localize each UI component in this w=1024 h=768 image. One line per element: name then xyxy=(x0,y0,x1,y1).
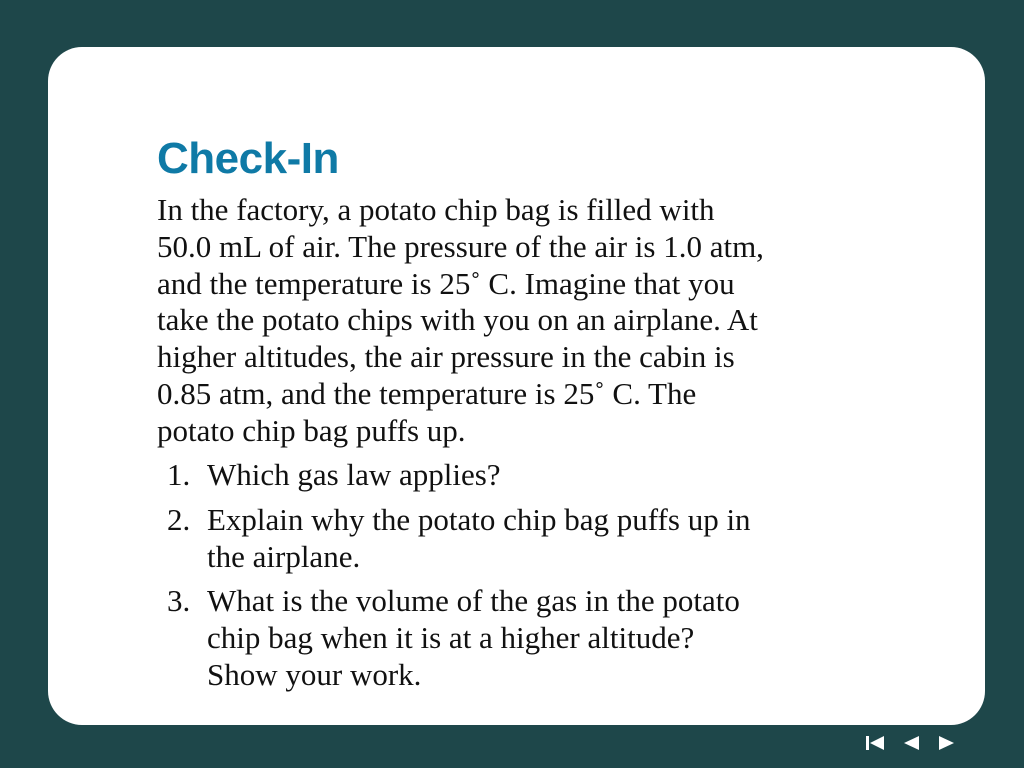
question-number: 1. xyxy=(167,457,191,492)
question-line: Explain why the potato chip bag puffs up in xyxy=(207,501,751,537)
question-line: Which gas law applies? xyxy=(207,457,501,492)
question-item-3 xyxy=(157,583,917,693)
paragraph-line: potato chip bag puffs up. xyxy=(157,412,466,448)
previous-slide-button[interactable] xyxy=(900,732,922,754)
question-line: the airplane. xyxy=(207,538,361,574)
question-line: chip bag when it is at a higher altitude? xyxy=(207,620,695,656)
question-line: Show your work. xyxy=(207,656,422,692)
next-slide-button[interactable] xyxy=(936,732,958,754)
paragraph-line: and the temperature is 25˚ C. Imagine that you xyxy=(157,265,735,301)
paragraph-line: 50.0 mL of air. The pressure of the air is 1.0 atm, xyxy=(157,228,764,264)
question-item-1 xyxy=(157,457,917,494)
first-slide-button[interactable] xyxy=(864,732,886,754)
paragraph-line: higher altitudes, the air pressure in the cabin is xyxy=(157,339,735,375)
question-line: What is the volume of the gas in the potato xyxy=(207,583,740,619)
question-item-2 xyxy=(157,502,917,576)
slide-title: Check-In xyxy=(157,134,339,183)
paragraph-line: 0.85 atm, and the temperature is 25˚ C. The xyxy=(157,375,697,411)
previous-slide-icon xyxy=(902,735,920,751)
slide-navigation xyxy=(864,731,958,755)
question-number: 2. xyxy=(167,501,191,537)
skip-to-first-icon xyxy=(865,735,885,751)
next-slide-icon xyxy=(938,735,956,751)
problem-paragraph xyxy=(157,192,917,450)
question-list xyxy=(157,457,917,702)
paragraph-line: take the potato chips with you on an airplane. At xyxy=(157,302,758,338)
paragraph-line: In the factory, a potato chip bag is filled with xyxy=(157,192,715,227)
question-number: 3. xyxy=(167,583,191,619)
